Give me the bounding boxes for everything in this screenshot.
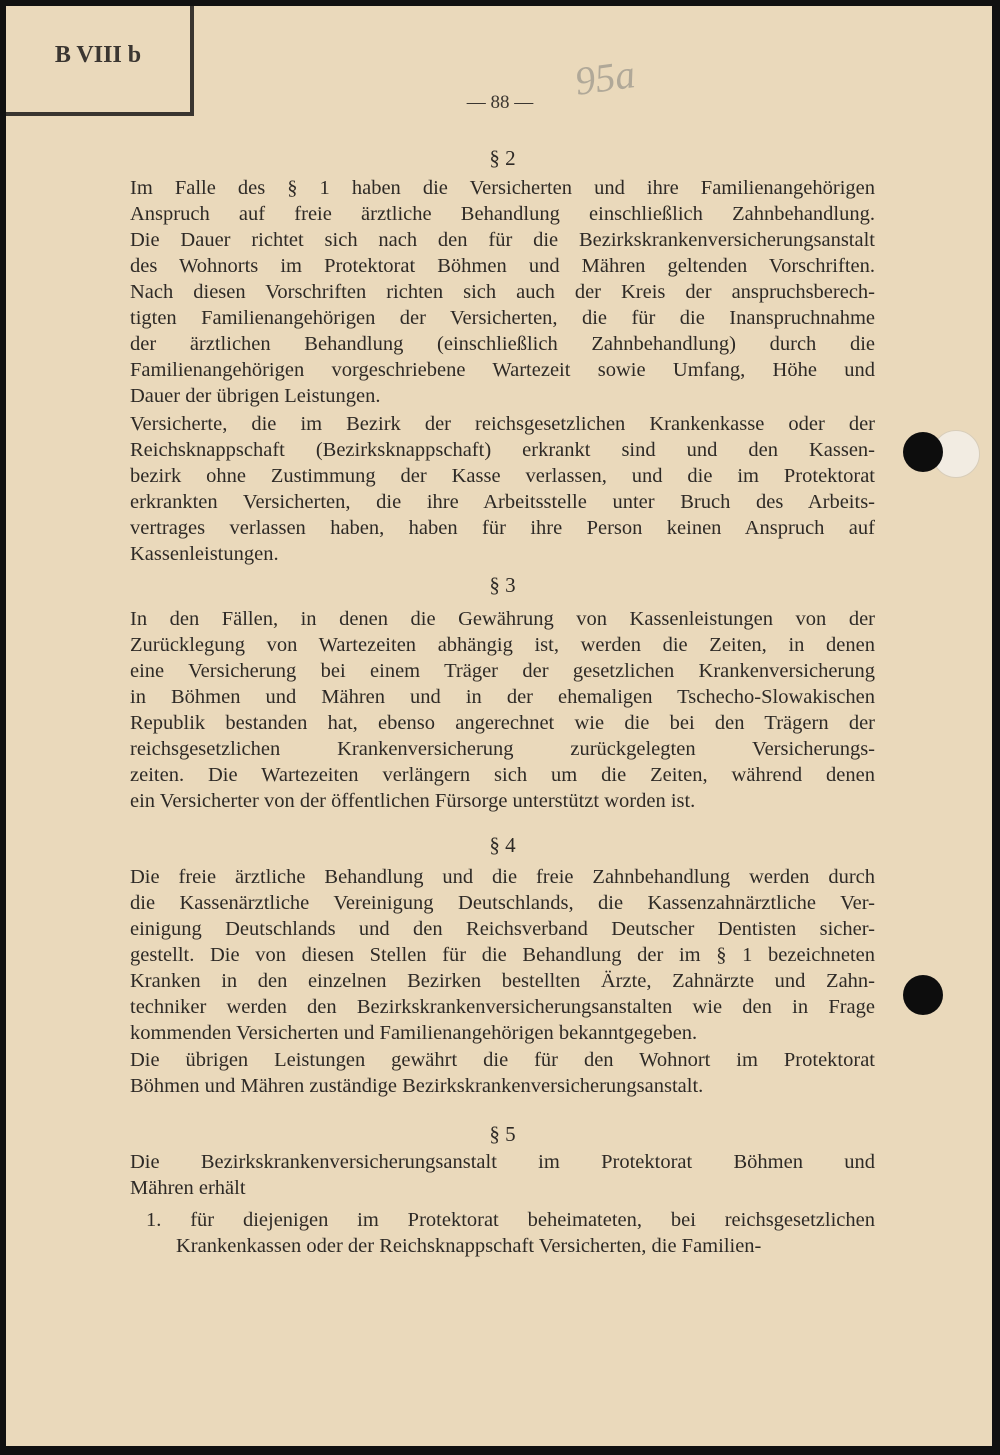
text-line: Die Dauer richtet sich nach den für die Bezirkskrankenversicherungsanstalt — [130, 229, 875, 251]
paragraph — [130, 175, 875, 409]
text-line: Kranken in den einzelnen Bezirken bestellten Ärzte, Zahnärzte und Zahn- — [130, 970, 875, 992]
text-line: ein Versicherter von der öffentlichen Fürsorge unterstützt worden ist. — [130, 790, 696, 812]
text-line: reichsgesetzlichen Krankenversicherung zurückgelegten Versicherungs- — [130, 738, 875, 760]
punch-hole — [903, 432, 943, 472]
text-line: Reichsknappschaft (Bezirksknappschaft) erkrankt sind und den Kassen- — [130, 439, 875, 461]
text-line: eine Versicherung bei einem Träger der gesetzlichen Krankenversicherung — [130, 660, 875, 682]
text-line: Nach diesen Vorschriften richten sich auch der Kreis der anspruchsberech- — [130, 281, 875, 303]
text-line: 1. für diejenigen im Protektorat beheimateten, bei reichsgesetzlichen — [146, 1209, 875, 1231]
section-heading-2: § 2 — [489, 146, 516, 170]
text-line: vertrages verlassen haben, haben für ihre Person keinen Anspruch auf — [130, 517, 875, 539]
text-line: tigten Familienangehörigen der Versicherten, die für die Inanspruchnahme — [130, 307, 875, 329]
text-line: Die übrigen Leistungen gewährt die für den Wohnort im Protektorat — [130, 1049, 875, 1071]
text-line: Im Falle des § 1 haben die Versicherten und ihre Familienangehörigen — [130, 177, 875, 199]
text-line: Die freie ärztliche Behandlung und die freie Zahnbehandlung werden durch — [130, 866, 875, 888]
list-item — [130, 1207, 875, 1259]
text-line: kommenden Versicherten und Familienangehörigen bekanntgegeben. — [130, 1022, 698, 1044]
text-line: Die Bezirkskrankenversicherungsanstalt im Protektorat Böhmen und — [130, 1151, 875, 1173]
section-heading-4: § 4 — [489, 833, 516, 857]
paragraph — [130, 1047, 875, 1099]
text-line: Versicherte, die im Bezirk der reichsgesetzlichen Krankenkasse oder der — [130, 413, 875, 435]
handwritten-note: 95a — [572, 51, 638, 104]
text-line: Anspruch auf freie ärztliche Behandlung einschließlich Zahnbehandlung. — [130, 203, 875, 225]
text-line: Krankenkassen oder der Reichsknappschaft Versicherten, die Familien- — [176, 1235, 762, 1257]
paragraph — [130, 606, 875, 814]
paragraph — [130, 411, 875, 567]
text-line: Zurücklegung von Wartezeiten abhängig ist, werden die Zeiten, in denen — [130, 634, 875, 656]
text-line: Familienangehörigen vorgeschriebene Wartezeit sowie Umfang, Höhe und — [130, 359, 875, 381]
paragraph — [130, 864, 875, 1046]
text-line: gestellt. Die von diesen Stellen für die Behandlung der im § 1 bezeichneten — [130, 944, 875, 966]
text-line: erkrankten Versicherten, die ihre Arbeitsstelle unter Bruch des Arbeits- — [130, 491, 875, 513]
paragraph — [130, 1149, 875, 1201]
text-line: die Kassenärztliche Vereinigung Deutschlands, die Kassenzahnärztliche Ver- — [130, 892, 875, 914]
section-heading-5: § 5 — [489, 1122, 516, 1146]
text-line: der ärztlichen Behandlung (einschließlich Zahnbehandlung) durch die — [130, 333, 875, 355]
text-line: in Böhmen und Mähren und in der ehemaligen Tschecho-Slowakischen — [130, 686, 875, 708]
punch-hole — [903, 975, 943, 1015]
text-line: In den Fällen, in denen die Gewährung von Kassenleistungen von der — [130, 608, 875, 630]
section-heading-3: § 3 — [489, 573, 516, 597]
text-line: Böhmen und Mähren zuständige Bezirkskrankenversicherungsanstalt. — [130, 1075, 704, 1097]
text-line: Kassenleistungen. — [130, 543, 279, 565]
section-code: B VIII b — [54, 42, 142, 68]
text-line: Dauer der übrigen Leistungen. — [130, 385, 381, 407]
text-line: Republik bestanden hat, ebenso angerechnet wie die bei den Trägern der — [130, 712, 875, 734]
text-line: einigung Deutschlands und den Reichsverband Deutscher Dentisten sicher- — [130, 918, 875, 940]
text-line: techniker werden den Bezirkskrankenversicherungsanstalten wie den in Frage — [130, 996, 875, 1018]
text-line: des Wohnorts im Protektorat Böhmen und Mähren geltenden Vorschriften. — [130, 255, 875, 277]
text-line: zeiten. Die Wartezeiten verlängern sich um die Zeiten, während denen — [130, 764, 875, 786]
text-line: Mähren erhält — [130, 1177, 246, 1199]
page-number: — 88 — — [466, 92, 534, 113]
text-line: bezirk ohne Zustimmung der Kasse verlassen, und die im Protektorat — [130, 465, 875, 487]
